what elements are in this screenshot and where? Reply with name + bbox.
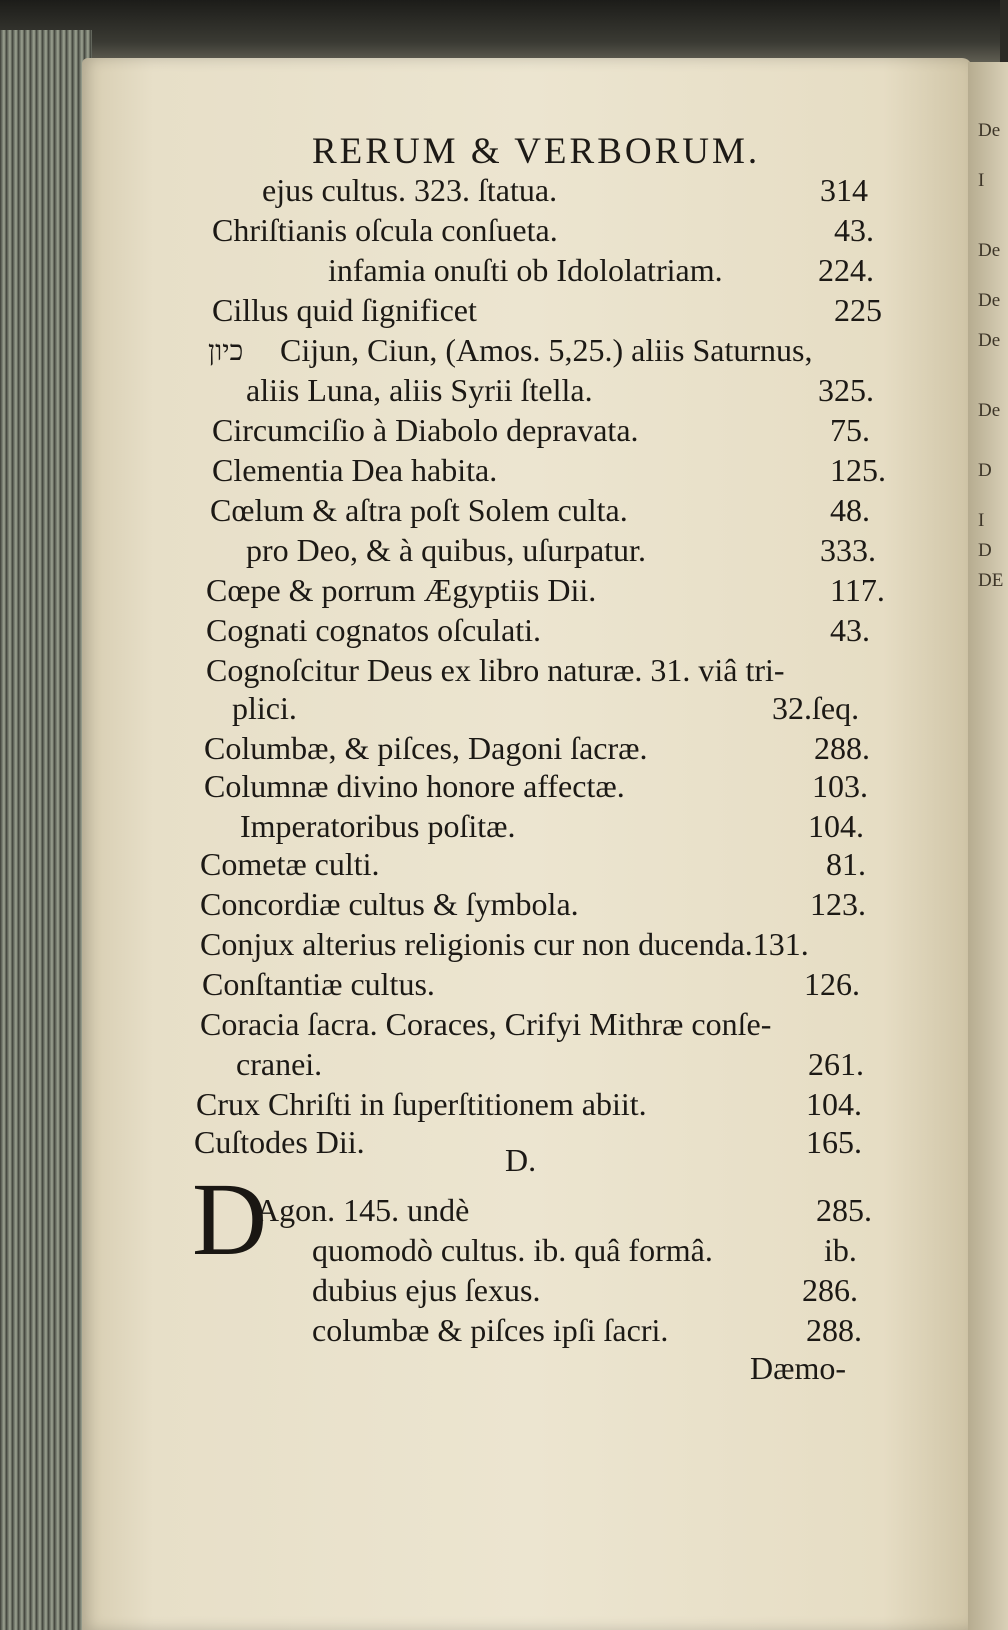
entry-page-number: 32.ſeq. (772, 690, 860, 726)
index-entry (0, 292, 1000, 332)
index-entry (0, 1232, 1000, 1272)
next-page-fragment: De (978, 330, 1001, 351)
entry-text: quomodò cultus. ib. quâ formâ. (312, 1232, 713, 1268)
entry-page-number: 75. (830, 412, 870, 448)
entry-text: dubius ejus ſexus. (312, 1272, 541, 1308)
entry-page-number: 43. (834, 212, 874, 248)
entry-page-number: 165. (806, 1124, 862, 1160)
index-entry (0, 1272, 1000, 1312)
index-entry (0, 652, 1000, 692)
next-page-fragment: De (978, 120, 1001, 141)
next-page-fragment: I (978, 170, 985, 191)
entry-text: infamia onuſti ob Idololatriam. (328, 252, 723, 288)
index-entry (0, 1006, 1000, 1046)
index-entry (0, 332, 1000, 372)
entry-page-number: 285. (816, 1192, 872, 1228)
entry-text: Cuſtodes Dii. (194, 1124, 365, 1160)
entry-text: Columbæ, & piſces, Dagoni ſacræ. (204, 730, 648, 766)
entry-page-number: 126. (804, 966, 860, 1002)
index-entry (0, 492, 1000, 532)
index-entry (0, 768, 1000, 808)
next-page-fragment: D (978, 540, 992, 561)
entry-text: Cœlum & aſtra poſt Solem culta. (210, 492, 628, 528)
entry-page-number: 43. (830, 612, 870, 648)
entry-page-number: 288. (814, 730, 870, 766)
index-entry (0, 808, 1000, 848)
index-entry (0, 690, 1000, 730)
entry-text: Cillus quid ſignificet (212, 292, 477, 328)
index-entry (0, 212, 1000, 252)
index-entry (0, 612, 1000, 652)
drop-cap: D (192, 1162, 268, 1277)
entry-page-number: 123. (810, 886, 866, 922)
next-page-fragment: De (978, 400, 1001, 421)
index-entry (0, 412, 1000, 452)
entry-text: aliis Luna, aliis Syrii ſtella. (246, 372, 593, 408)
entry-text: Cœpe & porrum Ægyptiis Dii. (206, 572, 597, 608)
entry-text: Clementia Dea habita. (212, 452, 498, 488)
next-page-fragment: De (978, 290, 1001, 311)
index-entry (0, 1124, 1000, 1164)
index-entry (0, 1086, 1000, 1126)
section-letter: D. (505, 1142, 537, 1178)
index-entry (0, 886, 1000, 926)
entry-text: Cognati cognatos oſculati. (206, 612, 542, 648)
index-entry (0, 1192, 1000, 1232)
entry-page-number: 261. (808, 1046, 864, 1082)
catchword: Dæmo- (750, 1350, 846, 1386)
next-page-fragment: I (978, 510, 985, 531)
entry-text: pro Deo, & à quibus, uſurpatur. (246, 532, 646, 568)
entry-page-number: 48. (830, 492, 870, 528)
entry-text: Crux Chriſti in ſuperſtitionem abiit. (196, 1086, 647, 1122)
hebrew-term: כיון (208, 334, 244, 367)
index-entry (0, 452, 1000, 492)
entry-page-number: 286. (802, 1272, 858, 1308)
page-header: RERUM & VERBORUM. (312, 131, 761, 172)
index-entry (0, 252, 1000, 292)
entry-text: cranei. (236, 1046, 323, 1082)
entry-text: Cometæ culti. (200, 846, 380, 882)
entry-text: ejus cultus. 323. ſtatua. (262, 172, 558, 208)
next-page-fragment: DE (978, 570, 1004, 591)
index-entry (0, 730, 1000, 770)
entry-page-number: 325. (818, 372, 874, 408)
next-page-fragment: De (978, 240, 1001, 261)
entry-page-number: 103. (812, 768, 868, 804)
entry-text: Imperatoribus poſitæ. (240, 808, 516, 844)
entry-text: Conſtantiæ cultus. (202, 966, 435, 1002)
entry-text: plici. (232, 690, 297, 726)
entry-text: Conjux alterius religionis cur non ducenda.131. (200, 926, 809, 962)
entry-page-number: 104. (808, 808, 864, 844)
index-entry (0, 966, 1000, 1006)
index-entry (0, 846, 1000, 886)
next-page-fragment: D (978, 460, 992, 481)
index-entry (0, 172, 1000, 212)
entry-page-number: 224. (818, 252, 874, 288)
index-entry (0, 926, 1000, 966)
entry-text: Cijun, Ciun, (Amos. 5,25.) aliis Saturnus, (280, 332, 813, 368)
entry-page-number: 314 (820, 172, 868, 208)
entry-page-number: 225 (834, 292, 882, 328)
index-entry (0, 572, 1000, 612)
index-entry (0, 1046, 1000, 1086)
entry-page-number: 81. (826, 846, 866, 882)
entry-text: Circumciſio à Diabolo depravata. (212, 412, 639, 448)
entry-text: Concordiæ cultus & ſymbola. (200, 886, 579, 922)
entry-text: Chriſtianis oſcula conſueta. (212, 212, 558, 248)
index-entry (0, 532, 1000, 572)
entry-text: Coracia ſacra. Coraces, Crifyi Mithræ conſe- (200, 1006, 772, 1042)
entry-text: columbæ & piſces ipſi ſacri. (312, 1312, 669, 1348)
entry-page-number: 288. (806, 1312, 862, 1348)
entry-text: Cognoſcitur Deus ex libro naturæ. 31. viâ tri- (206, 652, 785, 688)
entry-page-number: 104. (806, 1086, 862, 1122)
index-entry (0, 372, 1000, 412)
entry-page-number: 125. (830, 452, 886, 488)
entry-page-number: 117. (830, 572, 885, 608)
entry-page-number: 333. (820, 532, 876, 568)
entry-text: Columnæ divino honore affectæ. (204, 768, 625, 804)
entry-page-number: ib. (824, 1232, 857, 1268)
entry-text: Agon. 145. undè (256, 1192, 470, 1228)
index-entry (0, 1312, 1000, 1352)
